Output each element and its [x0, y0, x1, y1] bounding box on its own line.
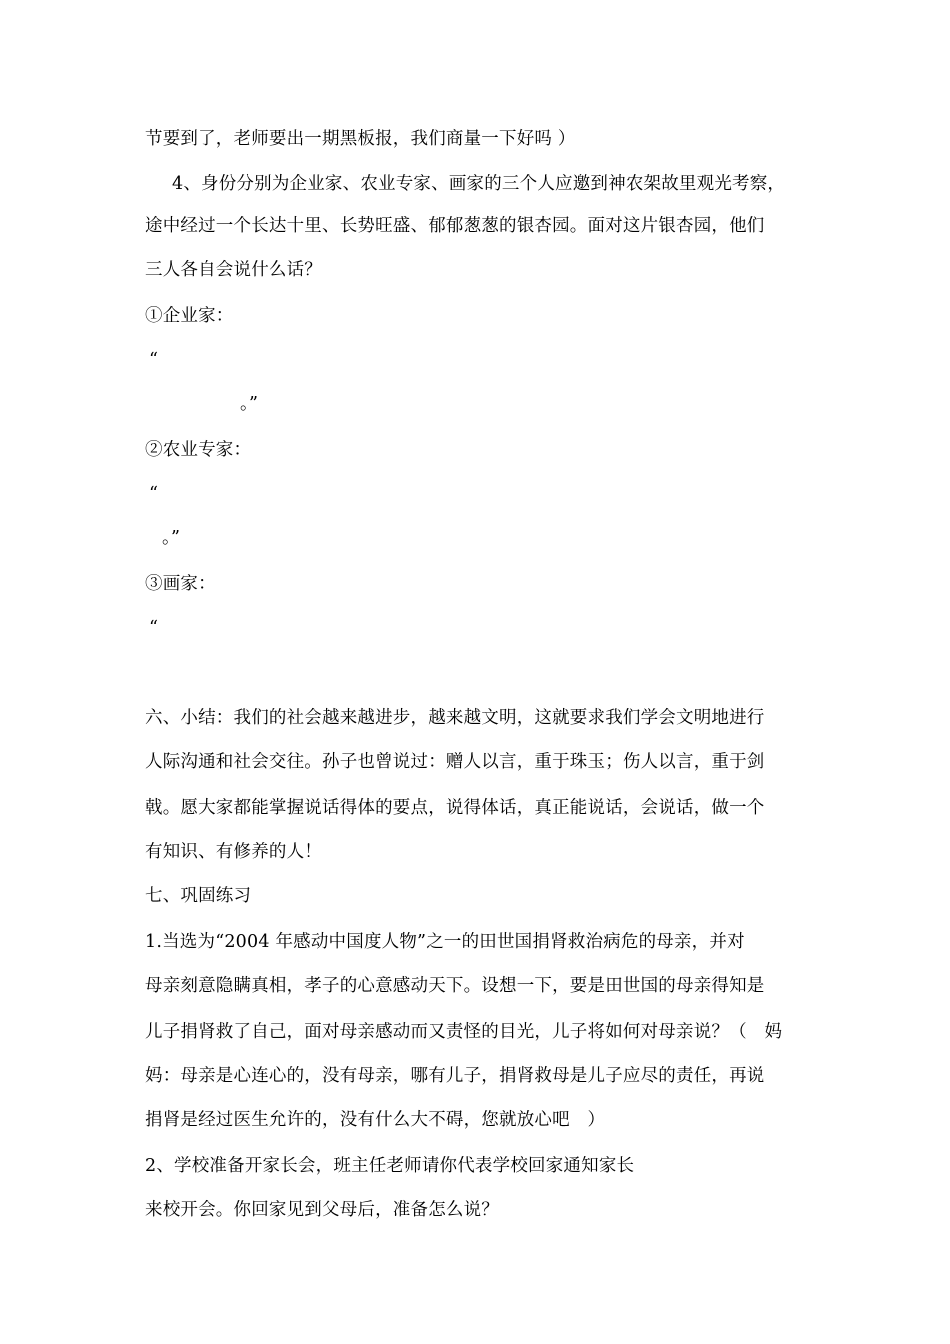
summary-line-3: 戟。愿大家都能掌握说话得体的要点，说得体话，真正能说话，会说话，做一个: [145, 798, 765, 818]
close-quote: 。”: [162, 528, 181, 548]
practice-1-line-5: 捐肾是经过医生允许的，没有什么大不碍，您就放心吧 ）: [145, 1110, 606, 1130]
practice-1-line-4: 妈：母亲是心连心的，没有母亲，哪有儿子，捐肾救母是儿子应尽的责任，再说: [145, 1066, 765, 1086]
option-painter: ③画家：: [145, 574, 216, 594]
open-quote: “: [149, 618, 159, 638]
option-agriculture-expert: ②农业专家：: [145, 440, 252, 460]
practice-1-line-1: 1.当选为“2004 年感动中国度人物”之一的田世国捐肾救治病危的母亲，并对: [145, 932, 745, 952]
practice-1-line-3: 儿子捐肾救了自己，面对母亲感动而又责怪的目光，儿子将如何对母亲说？（ 妈: [145, 1022, 783, 1042]
question-4-line-1: 4、身份分别为企业家、农业专家、画家的三个人应邀到神农架故里观光考察，: [172, 174, 786, 194]
summary-line-1: 六、小结：我们的社会越来越进步，越来越文明，这就要求我们学会文明地进行: [145, 708, 765, 728]
open-quote: “: [149, 350, 159, 370]
practice-2-line-1: 2、学校准备开家长会，班主任老师请你代表学校回家通知家长: [145, 1156, 635, 1176]
text-line-continuation: 节要到了，老师要出一期黑板报，我们商量一下好吗 ）: [145, 129, 576, 149]
practice-1-line-2: 母亲刻意隐瞒真相，孝子的心意感动天下。设想一下，要是田世国的母亲得知是: [145, 976, 765, 996]
section-heading-practice: 七、巩固练习: [145, 886, 252, 906]
question-4-line-3: 三人各自会说什么话？: [145, 260, 322, 280]
option-entrepreneur: ①企业家：: [145, 306, 234, 326]
summary-line-2: 人际沟通和社会交往。孙子也曾说过：赠人以言，重于珠玉；伤人以言，重于剑: [145, 752, 765, 772]
close-quote: 。”: [240, 394, 259, 414]
question-4-line-2: 途中经过一个长达十里、长势旺盛、郁郁葱葱的银杏园。面对这片银杏园，他们: [145, 216, 765, 236]
practice-2-line-2: 来校开会。你回家见到父母后，准备怎么说？: [145, 1200, 499, 1220]
open-quote: “: [149, 484, 159, 504]
summary-line-4: 有知识、有修养的人！: [145, 842, 322, 862]
